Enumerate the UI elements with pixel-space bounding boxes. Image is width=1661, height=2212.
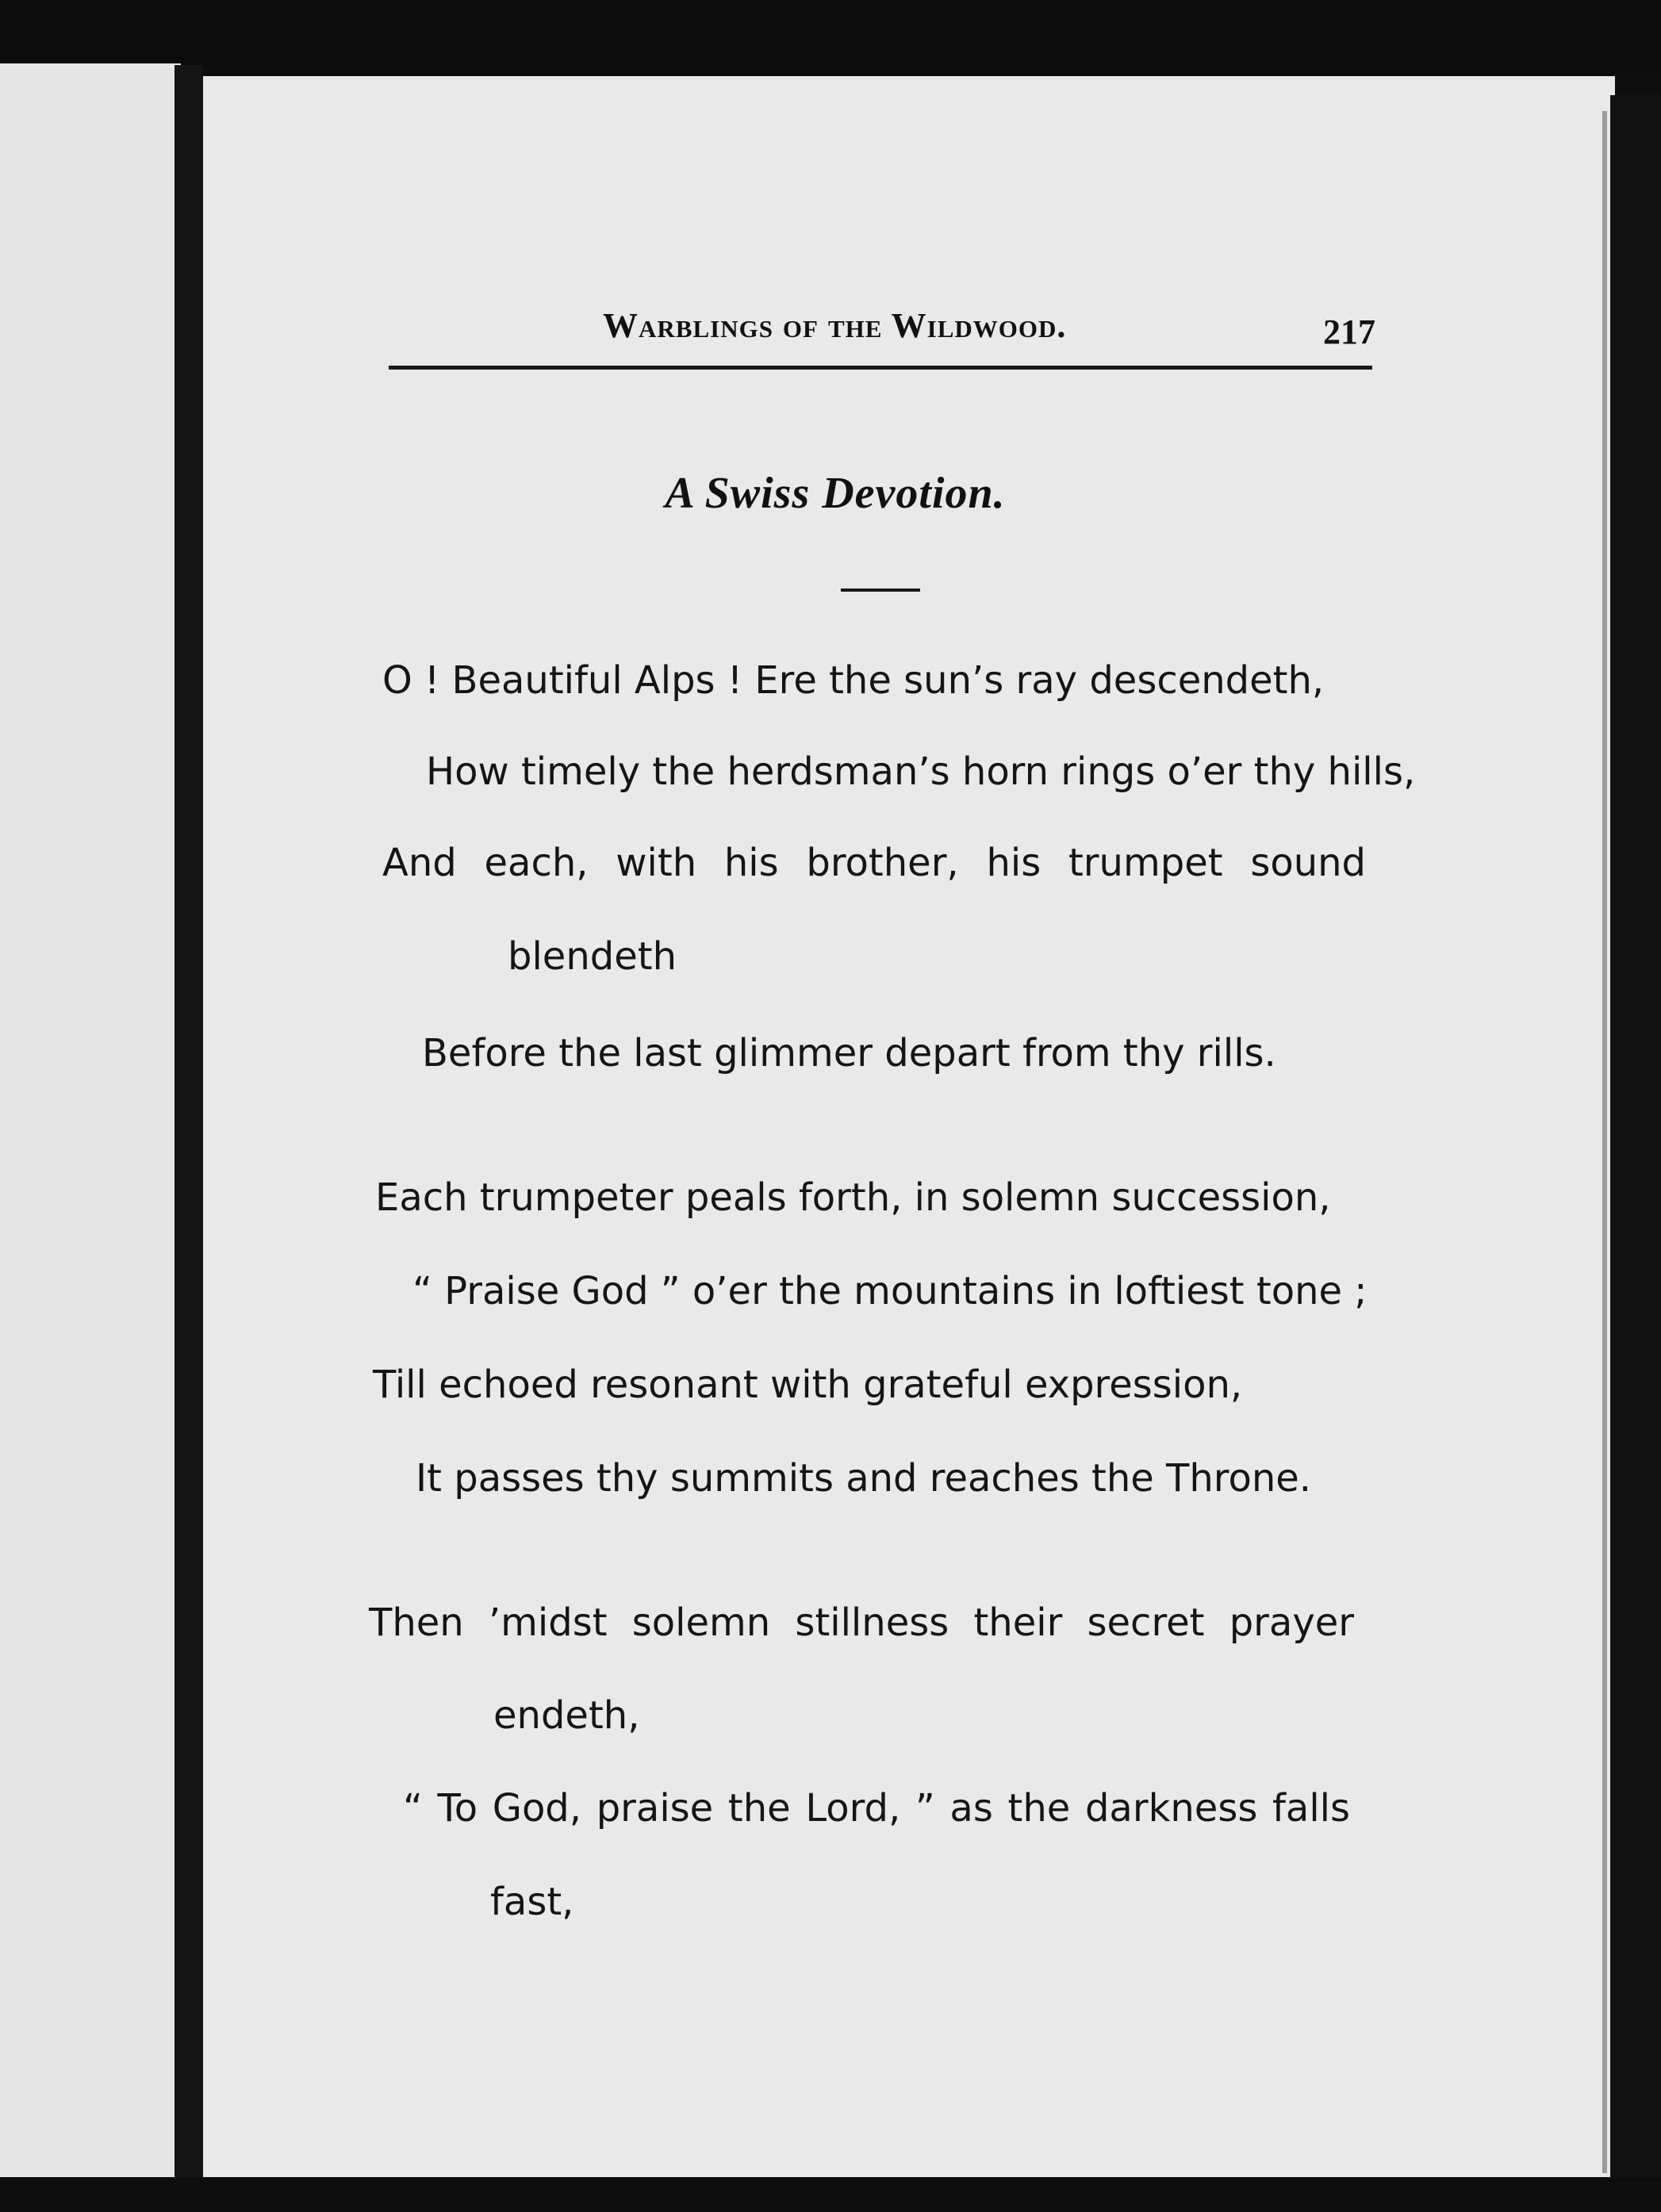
poem-line: fast, xyxy=(490,1880,574,1924)
poem-line: It passes thy summits and reaches the Throne. xyxy=(416,1456,1312,1501)
header-rule xyxy=(389,366,1372,370)
running-header xyxy=(389,289,1380,369)
poem-line: And each, with his brother, his trumpet sound xyxy=(382,841,1366,885)
page-edge-line xyxy=(1602,111,1607,2173)
poem-line: Before the last glimmer depart from thy rills. xyxy=(422,1031,1276,1075)
title-divider xyxy=(841,588,920,592)
running-title: Warblings of the Wildwood. xyxy=(603,306,1067,345)
poem-line: How timely the herdsman’s horn rings o’er thy hills, xyxy=(426,749,1416,794)
poem-line: O ! Beautiful Alps ! Ere the sun’s ray descendeth, xyxy=(382,658,1325,703)
poem-line: Each trumpeter peals forth, in solemn succession, xyxy=(375,1175,1331,1220)
poem-title: A Swiss Devotion. xyxy=(665,469,1006,518)
poem-line: blendeth xyxy=(508,934,677,979)
poem-line: Till echoed resonant with grateful expression, xyxy=(373,1363,1243,1407)
scan-border-top xyxy=(0,0,1661,67)
poem-line: “ To God, praise the Lord, ” as the darkness falls xyxy=(403,1786,1350,1831)
poem-line: endeth, xyxy=(493,1693,640,1738)
scan-border-right xyxy=(1610,95,1661,2189)
scan-border-bottom xyxy=(0,2177,1661,2212)
facing-page-edge xyxy=(0,63,181,2183)
poem-line: Then ’midst solemn stillness their secret prayer xyxy=(369,1601,1354,1645)
book-page xyxy=(203,76,1615,2179)
poem-line: “ Praise God ” o’er the mountains in loftiest tone ; xyxy=(412,1269,1368,1313)
page-number: 217 xyxy=(1323,312,1375,351)
book-spine-shadow xyxy=(175,65,203,2183)
